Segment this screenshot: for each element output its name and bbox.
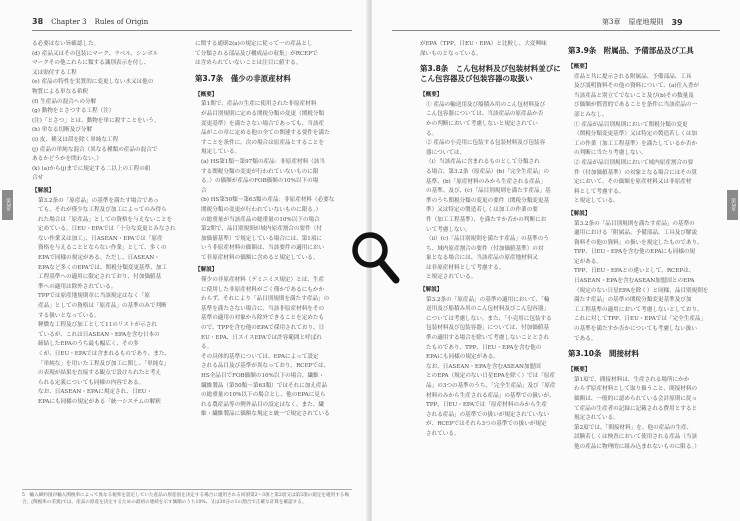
text-line: の総重量が当該産品の総重量の10%以下の場合	[201, 216, 320, 223]
text-line: 合せ	[32, 175, 44, 182]
text-line: 繊維製品（第50類〜第63類）ではそれに加え産品	[201, 382, 328, 389]
text-line: 基準を満たさない場合に、当該非原産材料をその	[201, 305, 325, 312]
text-line: EPAなど多くのEPAでは、関税分類変更基準、加工	[38, 264, 168, 271]
section-tag: 【概要】	[568, 64, 591, 70]
section-tag: 【概要】	[568, 367, 591, 374]
text-line: かの判断において考慮しないと規定されてい	[426, 120, 538, 127]
text-line: ② 産品が品目別規則において域内原産割合の要	[574, 159, 694, 166]
text-line: て分類される部品及び構成品の収集」がRCEPで	[195, 50, 318, 57]
text-line: 件（加工工程基準）、を満たすか否かの判断にお	[426, 216, 547, 223]
text-line: 定において、その価額を原産材料又は非原産材	[574, 179, 692, 186]
text-line: がEPA（TPP、日EU・EPA）と比較し、大変興味	[420, 41, 547, 47]
text-line: の表現が結果を直接する観点で設けられたと考え	[38, 370, 162, 377]
chapter-title: 原産地規則	[628, 18, 664, 26]
text-line: 日ASEAN・EPAを含むASEAN加盟国とのEPA	[574, 278, 695, 285]
right-column-2	[568, 40, 716, 453]
text-line: EPAにも同様の規定がある「統一システムの解釈	[38, 398, 161, 405]
text-line: については考慮しない。また、「小売用に包装する	[426, 315, 552, 322]
text-line: る。	[426, 130, 438, 137]
left-column-1	[32, 40, 180, 408]
footnote: 5 輸入締約国が輸入関税率によって異なる税率を設定していた産品の原産国を決定する場合に適用される同項第2〜3項と第2項又は第3項の規定を適用する場合、(関税率の差異)では、産品の原産を決定するための最初の連続を示す価額のうち10%、又は30分の1の割合で正確な計算を確認する。	[22, 489, 352, 506]
text-line: 深いものとなっている。	[420, 50, 482, 57]
header-rule	[32, 30, 352, 31]
text-line: なお、日ASEAN・EPAを含むASEAN加盟国	[426, 363, 541, 370]
text-line: 基準の適用の対象から除外できることを定めたも	[201, 315, 325, 322]
text-line: (k) (a)から(j)までに規定する二以上の工程の組	[32, 165, 151, 172]
text-line: (b) HS第50類〜第63類の産品：非原産材料（必要な	[201, 197, 335, 204]
text-line: とのEPA（規定のない日星EPAを除く）では「原産	[426, 373, 556, 380]
text-line: ち、域内原産割合の要件（付加価値基準）の対	[426, 245, 544, 252]
text-line: れる農産品等の例外品目の設定はなく、また、繊	[201, 401, 324, 408]
text-line: る必要はない旨確認した。	[32, 41, 100, 47]
text-line: に関する通則2(a)の規定に従って一の産品とし	[195, 41, 313, 47]
text-line: 関税分類の変更が行われていないものに限る。）	[201, 206, 322, 213]
text-line: 象となる場合には、当該産品の原産地材料又	[426, 255, 538, 262]
text-line: 締結したEPAのうち最も幅広く、その多	[38, 341, 139, 348]
text-line: （ⅰ）当該産品に含まれるものとして分類され	[426, 159, 540, 166]
section-tag: 【解説】	[195, 267, 218, 274]
text-line: 第1期で、産品の生産に使用された非原産材料	[201, 101, 317, 108]
text-line: TPP、日EU・EPAでは「原産材料のみから生産	[426, 402, 547, 409]
text-line: は非原産材料として考慮する。	[426, 264, 505, 271]
section-tag: 【概要】	[420, 92, 443, 99]
text-line: （ⅱ）(c)「品目別規則を満たす産品」の基準のう	[426, 236, 549, 243]
text-line: 資料その他の資料」の扱いを規定したものであり、	[574, 239, 703, 246]
text-line: TPPでは原産地規則章に当該規定はなく「原	[38, 293, 150, 300]
text-line: の基準、及び、(c)「品目別規則を満たす産品」基	[426, 188, 551, 195]
text-line: こん包容器については、当該産品の原産品か否	[426, 111, 544, 118]
text-line: の総重量の10%以下の場合とし、他のEPAに見ら	[201, 392, 326, 399]
text-line: 又は貼付する工程	[32, 69, 77, 76]
text-line: 価額は、一般的に認められている会計原則に従っ	[574, 396, 698, 402]
text-line: 部とみなし、	[574, 111, 608, 118]
text-line: 準のうち関税分類の変更の要件（関税分類変更基	[426, 197, 550, 204]
text-line: と規定されている。	[426, 274, 477, 281]
text-line: られる定義についても同様の内容である。	[38, 379, 145, 386]
text-line: いて考慮しない。	[426, 226, 471, 233]
text-line: くが、日EU・EPAでは含まれるものであり、また、	[38, 351, 171, 357]
right-page-header	[602, 17, 683, 27]
text-line: 第3.2条の「品目別規則を満たす産品」の基準の	[574, 220, 695, 227]
text-line: (a) HS第1類〜第97類の産品：非原産材料（該当	[201, 158, 325, 165]
text-line: 送用及び船積み用のこん包材料及びこん包容器」	[426, 306, 550, 313]
text-line: 工程基準への適用に限定されており、付加価値基	[38, 274, 162, 281]
text-line: が、RCEPではそれら3つの基準での扱いが規定	[426, 421, 547, 428]
left-page-header	[32, 17, 148, 26]
text-line: 僅少の非原産材料（デミニミス規定）とは、生産	[201, 277, 325, 284]
text-line: 定めている。日EU・EPAでは「十分な変更とみなされ	[38, 226, 176, 233]
text-line: の判断に当たり考慮しない、	[574, 150, 647, 157]
section-tag: 【解説】	[568, 210, 591, 217]
text-line: 準への適用は除外されている。	[38, 283, 117, 290]
article-heading: 第3.7条 僅少の非原産材料	[195, 73, 291, 83]
header-rule	[392, 30, 720, 31]
text-line: 合	[201, 187, 207, 194]
text-line: 適用における「附属品、予備部品、工具及び解説	[574, 230, 698, 237]
text-line: 規定している。	[201, 149, 241, 156]
text-line: ① 産品が品目別規則において関税分類の変更	[574, 121, 688, 128]
right-column-1	[420, 40, 568, 440]
text-line: 他の産品に物理的に組み込まれないものに限る。）	[574, 443, 700, 450]
text-line: する関税分類の変更が行われていないものに限	[201, 168, 319, 175]
text-line: する扱いとなっている。	[38, 312, 100, 319]
text-line: TPP、日EU・EPAとの違いとして、RCEPは、	[574, 268, 695, 275]
text-line: ない作業又は加工」、日ASEAN・EPAでは「原産	[38, 235, 163, 242]
article-heading: 第3.8条 こん包材料及び包装材料並びに こん包容器及び包装容器の取扱い	[420, 64, 561, 84]
magnifier-icon[interactable]	[349, 229, 401, 285]
text-line: 準）又は特定の製造若しくは加工の作業の要	[426, 207, 538, 214]
text-line: て産品の生産者の記録に記載される費用とすると	[574, 405, 698, 412]
text-line: ので、TPPを含む他のEPAで採用されており、日	[201, 325, 325, 332]
text-line: されている。	[426, 430, 460, 437]
text-line: (注)「とさつ」とは、動物を単に殺すことをいう。	[32, 117, 160, 124]
page-number: 39	[671, 17, 683, 27]
text-line: 加価値基準）で規定している場合には、第1項に	[201, 235, 323, 242]
text-line: なお、日ASEAN・EPAに規定され、日EU・	[38, 389, 153, 396]
chapter-side-tab: 第3章	[2, 190, 13, 220]
text-line: び価額が慣習的であることを条件に当該産品の一	[574, 102, 698, 109]
text-line: 当該産品と別立てでないこと及び(b)その数量及	[574, 92, 694, 99]
text-line: HS全品目でFOB価額の10%以下の場合、繊維・	[201, 373, 325, 379]
text-line: すことを条件に、次の場合は原産品とすることを	[201, 139, 325, 146]
text-line: 「単純な」を用いた工程及び加工に関し、「単純な」	[38, 360, 170, 367]
text-line: と規定している。	[574, 198, 619, 205]
text-line: される産品」の基準での扱いが規定されていない	[426, 411, 550, 418]
section-tag: 【解説】	[420, 287, 443, 294]
text-line: （規定のない日星EPAを除く）と同様、品目別規則を	[574, 287, 709, 294]
text-line: 物質による単なる希釈	[32, 88, 88, 95]
text-line: 満たす産品」の基準の関税分類変更基準及び加	[574, 297, 692, 304]
chapter-label: 第3章	[602, 18, 621, 26]
text-line: 基準、(b)「原産材料のみから生産される産品」	[426, 178, 546, 185]
text-line: 器については、	[426, 149, 466, 156]
text-line: 産品」としての資格は「原産品」の基準のみで判断	[38, 303, 167, 310]
text-line: EPAで同様の規定がある。ただし、日ASEAN・	[38, 255, 160, 262]
text-line: 料として考慮する、	[574, 188, 625, 195]
text-line: わらず、それにより「品目別規則を満たす産品」の	[201, 296, 330, 303]
text-line: 第3.2条の「原産品」の基準の適用において、「輸	[426, 296, 550, 303]
text-line: 維・繊維製品に価額な規定と統一で規定されている	[201, 411, 330, 418]
text-line: に使用した非原産材料がごく僅かであるにもかか	[201, 286, 325, 293]
text-line: ② 産品の小売用に包装する包装材料及び包装容	[426, 140, 546, 147]
text-line: 資格を与えることとならない作業」として、多くの	[38, 245, 167, 252]
text-line: TPP、日EU・EPAを含む他のEPAにも同様の規	[574, 249, 696, 256]
text-line: 定がある。	[574, 258, 602, 265]
text-line: は含められていないことは注目に値する。	[195, 60, 302, 67]
text-line: る。	[201, 344, 213, 351]
text-line: ているが、これは日ASEAN・EPAを含む日本の	[38, 331, 160, 338]
article-heading: 第3.10条 間接材料	[568, 349, 640, 359]
text-line: れた場合は「原産品」としての資格を与えないことを	[38, 216, 173, 223]
text-line: 第2期で、品目別規則が域内原産割合の要件（付	[201, 226, 322, 233]
text-line: あるかどうかを問わない。）	[32, 156, 102, 163]
text-line: （関税分類変更基準）又は特定の製造若しくは加	[574, 131, 698, 138]
left-column-2	[195, 40, 343, 420]
text-line: (h) 単なる切断及び分解	[32, 127, 93, 134]
text-line: たものであり、TPP、日EU・EPAを含む他の	[426, 344, 542, 351]
text-line: される品目及び基準が異なっており、RCEPでは、	[201, 363, 330, 370]
text-line: 工の作業（加工工程基準）を満たしているか否か	[574, 140, 698, 147]
text-line: (j) 産品の単純な混合（異なる種類の産品の混合で	[32, 146, 158, 153]
text-line: その具体的基準については、EPAによって設定	[201, 353, 319, 360]
text-line: (g) 動物をとさつする工程（注）	[32, 108, 115, 115]
chapter-title: Rules of Origin	[94, 17, 149, 26]
text-line: (i) 皮、種又は殻を除く単純な工程	[32, 136, 119, 143]
text-line: わらず原産材料として取り扱うこと、間接材料の	[574, 386, 698, 393]
text-line: EPAにも同様の規定がある。	[426, 354, 499, 361]
text-line: 材料のみから生産される産品」の基準での扱いが、	[426, 392, 555, 399]
text-line: 包装材料及び包装容器」については、付加価値基	[426, 325, 549, 332]
text-line: が品目別規則に定める関税分類の変更（関税分類	[201, 110, 325, 117]
text-line: (e) 産品の特性を実質的に変更しない水又は他の	[32, 79, 154, 86]
article-heading: 第3.9条 附属品、予備部品及び工具	[568, 46, 694, 55]
text-line: (d) 産品又はその包装にマーク、ラベル、シンボル	[32, 50, 159, 57]
left-page	[0, 0, 368, 521]
text-line: る。）の価額が産品のFOB価額の10%以下の場	[201, 178, 319, 185]
text-line: 第2項では、「間接材料」を、他の産品の生産、	[574, 424, 693, 431]
text-line: 軽微な工程及び加工として11のリストが示され	[38, 322, 157, 329]
text-line: 品」の3つの基準のうち、「完全生産品」及び「原産	[426, 383, 556, 389]
page-number: 38	[32, 17, 44, 26]
text-line: ても、それが僅少な工程及び加工によってのみ得ら	[38, 207, 167, 214]
text-line: 準の適用する場合を除いて考慮しないこととされ	[426, 335, 550, 342]
text-line: これに対してTPP、日EU・EPAでは「完全生産品」	[574, 316, 707, 323]
text-line: EU・EPA、日スイスEPAでは許容範囲と呼ばれ	[201, 334, 322, 341]
text-line: て非原産材料の価額に含めると規定している。	[201, 254, 319, 261]
text-line: マークその他これらに類する識別表示を付し、	[32, 60, 150, 67]
right-page	[372, 0, 740, 521]
text-line: る場合、第3.2条（原産品）(b)「完全生産品」の	[426, 168, 550, 175]
text-line: の基準を満たすか否かについても考慮しない扱い	[574, 326, 697, 333]
text-line: 第3.2条の「原産品」の基準を満たす場合であっ	[38, 197, 159, 204]
text-line: 工工程基準の適用において考慮しないとしており、	[574, 306, 703, 313]
text-line: 規定されている。	[574, 415, 619, 422]
chapter-side-tab: 第3章	[727, 190, 738, 220]
text-line: ① 産品の輸送用及び船積み用のこん包材料及び	[426, 101, 546, 108]
text-line: (f) 生産品の混合への分解	[32, 98, 97, 105]
text-line: 産品と共に提示される附属品、予備部品、工具	[574, 73, 692, 80]
text-line: 及び説明資料その他の資料について、(a)仕入書が	[574, 83, 699, 90]
section-tag: 【解説】	[32, 187, 55, 194]
text-line: 件（付加価値基準）の対象となる場合にはその算	[574, 169, 698, 176]
text-line: 品がこの章に定める他の全ての関連する要件を満た	[201, 130, 330, 137]
text-line: 第1項で、間接材料は、生産される場所にかか	[574, 376, 690, 383]
text-line: である。	[574, 335, 597, 342]
text-line: いう非原産材料の価額は、当該要件の適用におい	[201, 245, 325, 252]
text-line: 試験若しくは検査において使用される産品（当該	[574, 434, 698, 441]
chapter-label: Chapter 3	[51, 17, 87, 26]
text-line: 変更基準）を満たさない場合であっても、当該産	[201, 120, 325, 127]
section-tag: 【概要】	[195, 91, 218, 98]
